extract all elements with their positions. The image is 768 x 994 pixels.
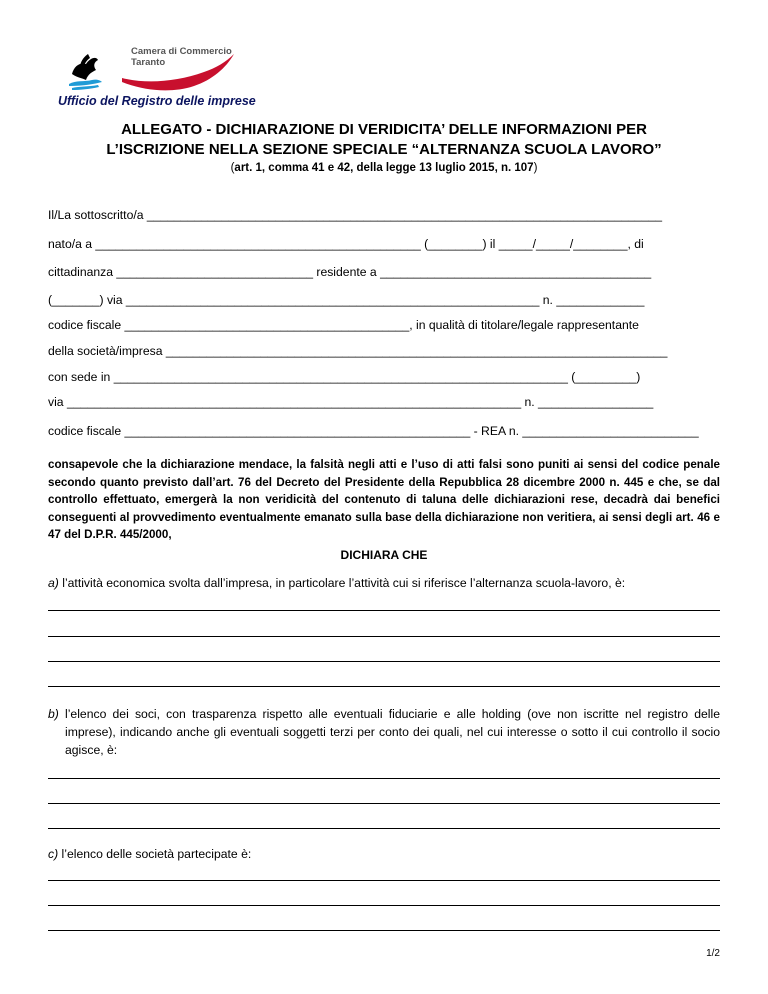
document-title — [40, 120, 728, 160]
answer-line-a1[interactable] — [48, 610, 720, 611]
office-name: Ufficio del Registro delle imprese — [58, 94, 256, 108]
form-row-citizenship[interactable]: cittadinanza _____________________________ residente a ________________________________________ — [48, 265, 652, 279]
page-number: 1/2 — [706, 948, 720, 959]
form-row-company-tax-rea[interactable]: codice fiscale ___________________________________________________ - REA n. __________________________ — [48, 424, 699, 438]
org-line-2: Taranto — [131, 57, 166, 68]
form-row-name[interactable]: Il/La sottoscritto/a ____________________________________________________________________________ — [48, 208, 663, 222]
horse-rider-emblem — [69, 54, 102, 90]
item-c — [48, 846, 720, 864]
declaration-paragraph: consapevole che la dichiarazione mendace, la falsità negli atti e l’uso di atti falsi sono puniti ai sensi del codice penale secondo quanto previsto dall’art. 76 del Decreto del Presidente della Repubblica 28 dicembre 2000 n. 445 e che, se dal controllo effettuato, emergerà la non veridicità del contenuto di taluna delle dichiarazioni rese, decadrà dai benefici conseguenti al provvedimento eventualmente emanato sulla base della dichiarazione non veritiera, ai sensi degli art. 46 e 47 del D.P.R. 445/2000, — [48, 458, 720, 542]
answer-line-c2[interactable] — [48, 905, 720, 906]
item-a-label: a) — [48, 576, 59, 590]
form-row-tax-code[interactable]: codice fiscale __________________________________________, in qualità di titolare/legale rappresentante — [48, 318, 639, 332]
answer-line-b2[interactable] — [48, 803, 720, 804]
answer-line-a3[interactable] — [48, 661, 720, 662]
answer-line-b1[interactable] — [48, 778, 720, 779]
answer-line-c1[interactable] — [48, 880, 720, 881]
organization-name — [131, 46, 232, 68]
form-row-address[interactable]: (_______) via _____________________________________________________________ n. _____________ — [48, 293, 645, 307]
item-c-label: c) — [48, 847, 59, 861]
answer-line-c3[interactable] — [48, 930, 720, 931]
declaration-heading: DICHIARA CHE — [340, 548, 428, 562]
item-a — [48, 575, 720, 593]
item-b-label: b) — [48, 707, 59, 721]
org-line-1: Camera di Commercio — [131, 46, 232, 57]
form-row-headquarters[interactable]: con sede in ___________________________________________________________________ (_________) — [48, 370, 641, 384]
form-row-company[interactable]: della società/impresa __________________________________________________________________________ — [48, 344, 668, 358]
item-a-text: l’attività economica svolta dall’impresa, in particolare l’attività cui si riferisce l’alternanza scuola-lavoro, è: — [62, 576, 626, 590]
subtitle-text: art. 1, comma 41 e 42, della legge 13 luglio 2015, n. 107 — [234, 162, 534, 174]
document-subtitle: (art. 1, comma 41 e 42, della legge 13 luglio 2015, n. 107) — [230, 162, 538, 174]
title-line-1: ALLEGATO - DICHIARAZIONE DI VERIDICITA’ DELLE INFORMAZIONI PER — [121, 121, 647, 138]
form-row-birth[interactable]: nato/a a ________________________________________________ (________) il _____/_____/________, di — [48, 237, 644, 251]
item-b — [48, 706, 720, 759]
answer-line-b3[interactable] — [48, 828, 720, 829]
item-b-text: l’elenco dei soci, con trasparenza rispetto alle eventuali fiduciarie e alle holding (ove non iscritte nel registro delle imprese), indicando anche gli eventuali soggetti terzi per conto dei quali, nel cui interesse o sotto il cui controllo il socio agisce, è: — [65, 707, 720, 757]
answer-line-a4[interactable] — [48, 686, 720, 687]
form-row-street[interactable]: via ___________________________________________________________________ n. _________________ — [48, 395, 654, 409]
title-line-2: L’ISCRIZIONE NELLA SEZIONE SPECIALE “ALTERNANZA SCUOLA LAVORO” — [106, 141, 662, 158]
item-c-text: l’elenco delle società partecipate è: — [61, 847, 252, 861]
answer-line-a2[interactable] — [48, 636, 720, 637]
